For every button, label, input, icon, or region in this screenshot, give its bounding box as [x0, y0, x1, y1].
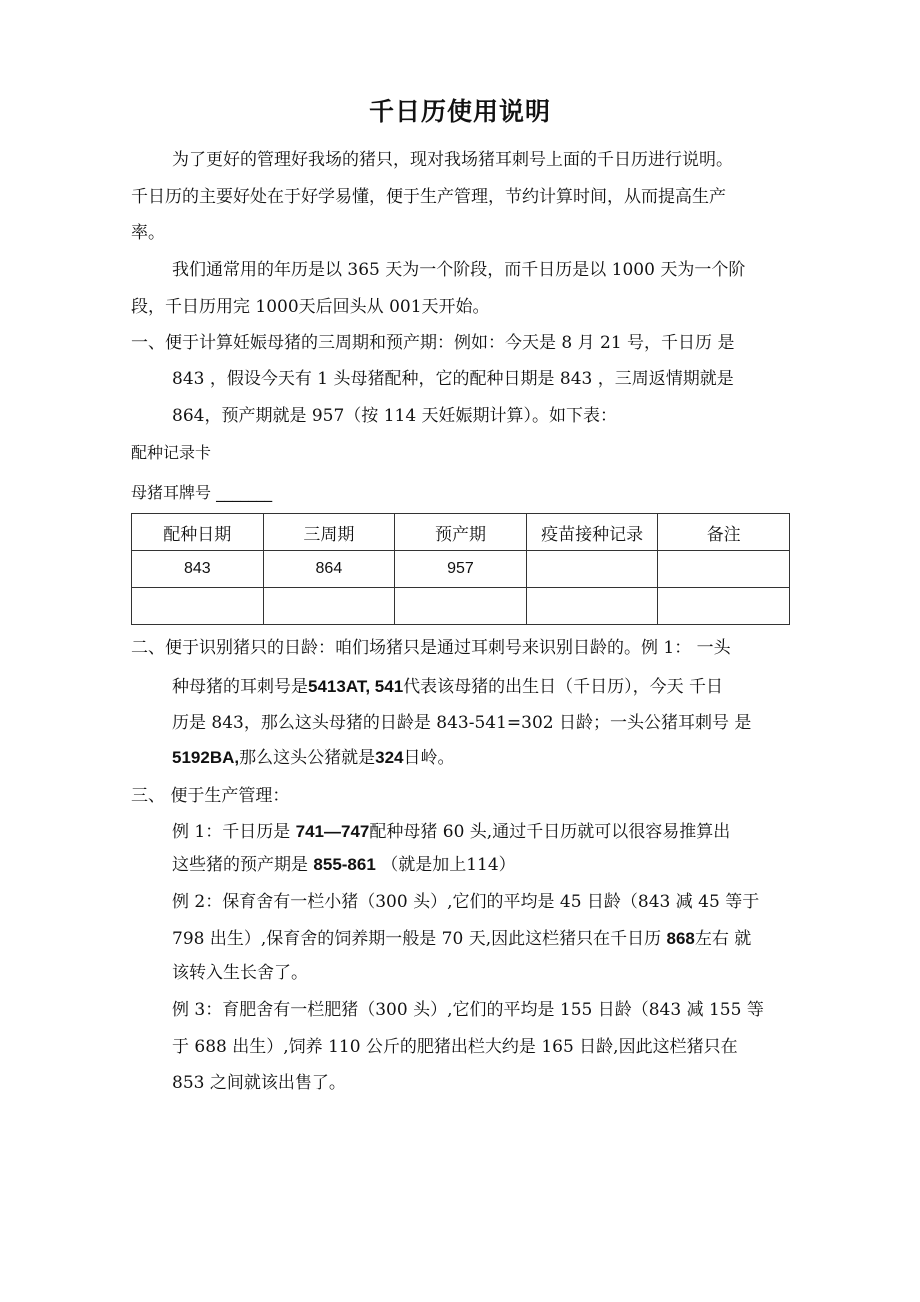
section1-line1: 一、便于计算妊娠母猪的三周期和预产期：例如：今天是 8 月 21 号，千日历 是	[131, 333, 735, 353]
table-header-cell: 三周期	[263, 514, 395, 551]
section3-heading: 三、 便于生产管理：	[131, 786, 290, 806]
table-row	[132, 588, 790, 625]
section3-text: 例 1：千日历是	[172, 822, 296, 842]
table-header-cell: 疫苗接种记录	[526, 514, 658, 551]
table-cell	[526, 551, 658, 588]
table-cell	[658, 551, 790, 588]
section3-ex2-line2	[172, 927, 751, 951]
table-cell	[132, 588, 264, 625]
section2-text: 代表该母猪的出生日（千日历），今天 千日	[403, 677, 724, 697]
section2-line1: 二、便于识别猪只的日龄：咱们场猪只是通过耳刺号来识别日龄的。例 1： 一头	[131, 638, 731, 658]
section3-ex2-line3: 该转入生长舍了。	[172, 963, 308, 983]
section3-text: 这些猪的预产期是	[172, 855, 314, 875]
intro-p2-line1: 我们通常用的年历是以 365 天为一个阶段，而千日历是以 1000 天为一个阶	[172, 260, 746, 280]
ear-notch-code: 5413AT, 541	[308, 677, 404, 696]
section2-line3: 历是 843，那么这头母猪的日龄是 843-541=302 日龄；一头公猪耳刺号 是	[172, 713, 752, 733]
section3-ex3-line3: 853 之间就该出售了。	[172, 1073, 346, 1093]
due-date-range: 855-861	[313, 855, 376, 874]
record-card-title: 配种记录卡	[131, 443, 212, 462]
table-header-cell: 预产期	[395, 514, 527, 551]
section3-text: 配种母猪 60 头,通过千日历就可以很容易推算出	[369, 822, 731, 842]
section2-text: 种母猪的耳刺号是	[172, 677, 308, 697]
section3-ex2-line1: 例 2：保育舍有一栏小猪（300 头）,它们的平均是 45 日龄（843 减 45 等于	[172, 892, 760, 912]
section3-text: 左右 就	[694, 929, 752, 949]
section1-line2: 843 ，假设今天有 1 头母猪配种，它的配种日期是 843 ，三周返情期就是	[172, 369, 734, 389]
intro-p2-line2: 段，千日历用完 1000天后回头从 001天开始。	[131, 297, 490, 317]
section2-line2	[172, 675, 723, 699]
section3-ex1-line1	[172, 820, 730, 844]
section3-text: 798 出生）,保育舍的饲养期一般是 70 天,因此这栏猪只在千日历	[172, 929, 667, 949]
ear-notch-code: 5192BA,	[172, 748, 240, 767]
breeding-record-table	[131, 513, 790, 625]
document-title: 千日历使用说明	[368, 97, 551, 126]
table-header-cell: 配种日期	[132, 514, 264, 551]
table-header-cell: 备注	[658, 514, 790, 551]
intro-p1-line1: 为了更好的管理好我场的猪只，现对我场猪耳刺号上面的千日历进行说明。	[172, 150, 733, 170]
table-cell: 843	[132, 551, 264, 588]
section2-line4	[172, 746, 454, 770]
section2-text: 日岭。	[403, 748, 455, 768]
table-row	[132, 551, 790, 588]
intro-p1-line3: 率。	[131, 223, 165, 243]
table-header-row	[132, 514, 790, 551]
section3-text: （就是加上114）	[375, 855, 516, 875]
section3-ex3-line1: 例 3：育肥舍有一栏肥猪（300 头）,它们的平均是 155 日龄（843 减 155 等	[172, 1000, 764, 1020]
intro-p1-line2: 千日历的主要好处在于好学易懂，便于生产管理，节约计算时间，从而提高生产	[131, 187, 726, 207]
age-value: 324	[375, 748, 404, 767]
table-cell: 957	[395, 551, 527, 588]
day-range: 741—747	[295, 822, 370, 841]
table-cell	[395, 588, 527, 625]
transfer-day: 868	[666, 929, 695, 948]
sow-tag-label: 母猪耳牌号 _______	[131, 483, 273, 502]
section3-ex1-line2	[172, 853, 516, 877]
section3-ex3-line2: 于 688 出生）,饲养 110 公斤的肥猪出栏大约是 165 日龄,因此这栏猪只在	[172, 1037, 738, 1057]
table-cell	[526, 588, 658, 625]
table-cell	[263, 588, 395, 625]
table-cell	[658, 588, 790, 625]
section2-text: 那么这头公猪就是	[239, 748, 376, 768]
section1-line3: 864，预产期就是 957（按 114 天妊娠期计算）。如下表：	[172, 406, 618, 426]
table-cell: 864	[263, 551, 395, 588]
